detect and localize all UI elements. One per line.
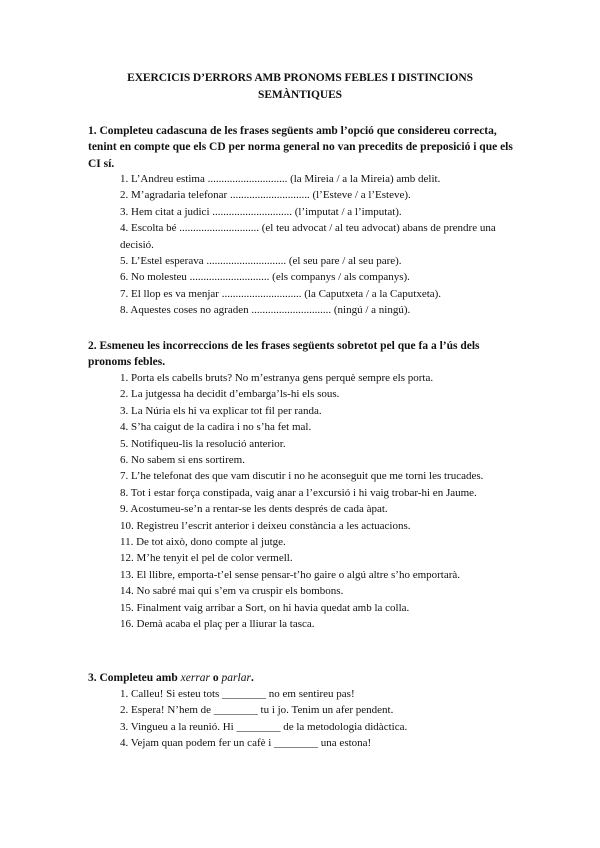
list-item: 7. El llop es va menjar ............................. (la Caputxeta / a la Caputxeta).	[120, 287, 442, 300]
list-item: 11. De tot això, dono compte al jutge.	[120, 536, 286, 549]
section-3-heading-mid: o	[210, 672, 222, 684]
document-title	[80, 70, 520, 104]
list-item: 3. Vingueu a la reunió. Hi ________ de la metodologia didàctica.	[120, 720, 408, 733]
section-3-heading	[88, 670, 520, 686]
list-item: 1. Porta els cabells bruts? No m’estranya gens perquè sempre els porta.	[120, 372, 434, 384]
list-item: 14. No sabré mai qui s’em va cruspir els bombons.	[120, 585, 344, 598]
list-item: 6. No molesteu ............................. (els companys / als companys).	[120, 271, 410, 284]
list-item: 10. Registreu l’escrit anterior i deixeu constància a les actuacions.	[120, 519, 411, 532]
list-item: 4. Vejam quan podem fer un cafè i ________ una estona!	[120, 737, 372, 750]
title-line-2: SEMÀNTIQUES	[258, 89, 342, 101]
word-parlar: parlar	[221, 672, 251, 684]
section-1-list	[120, 171, 520, 319]
list-item: 2. M’agradaria telefonar ............................. (l’Esteve / a l’Esteve).	[120, 189, 411, 202]
list-item: 8. Tot i estar força constipada, vaig anar a l’excursió i hi vaig trobar-hi en Jaume.	[120, 486, 477, 499]
list-item: 16. Demà acaba el plaç per a lliurar la tasca.	[120, 618, 315, 631]
list-item: 5. L’Estel esperava ............................. (el seu pare / al seu pare).	[120, 255, 402, 268]
section-2-list	[120, 370, 520, 633]
list-item: 2. Espera! N’hem de ________ tu i jo. Tenim un afer pendent.	[120, 704, 394, 717]
list-item: 7. L’he telefonat des que vam discutir i no he aconseguit que me torni les trucades.	[120, 470, 484, 483]
list-item: 2. La jutgessa ha decidit d’embarga’ls-hi els sous.	[120, 388, 340, 401]
list-item: 6. No sabem si ens sortirem.	[120, 454, 245, 467]
list-item: 4. Escolta bé ............................. (el teu advocat / al teu advocat) abans de prendre una decisió.	[120, 222, 496, 251]
list-item: 3. Hem citat a judici ............................. (l’imputat / a l’imputat).	[120, 205, 402, 218]
section-1-heading: 1. Completeu cadascuna de les frases següents amb l’opció que considereu correcta, tenint en compte que els CD per norma general no van precedits de preposició i que els CI sí.	[88, 125, 513, 170]
list-item: 15. Finalment vaig arribar a Sort, on hi havia quedat amb la colla.	[120, 601, 410, 614]
list-item: 1. Calleu! Si esteu tots ________ no em sentireu pas!	[120, 688, 355, 700]
section-3-heading-suffix: .	[250, 672, 254, 684]
list-item: 5. Notifiqueu-lis la resolució anterior.	[120, 437, 286, 450]
list-item: 8. Aquestes coses no agraden ............................. (ningú / a ningú).	[120, 304, 411, 317]
section-3-list	[120, 686, 520, 752]
list-item: 12. M’he tenyit el pel de color vermell.	[120, 552, 293, 565]
list-item: 13. El llibre, emporta-t’el sense pensar-t’ho gaire o algú altre s’ho emportarà.	[120, 568, 461, 581]
list-item: 1. L’Andreu estima ............................. (la Mireia / a la Mireia) amb delit.	[120, 173, 441, 185]
list-item: 9. Acostumeu-se’n a rentar-se les dents després de cada àpat.	[120, 503, 388, 516]
section-3-heading-prefix: 3. Completeu amb	[88, 672, 181, 684]
word-xerrar: xerrar	[180, 672, 211, 684]
list-item: 3. La Núria els hi va explicar tot fil per randa.	[120, 404, 322, 417]
title-line-1: EXERCICIS D’ERRORS AMB PRONOMS FEBLES I DISTINCIONS	[127, 72, 473, 84]
section-2-heading: 2. Esmeneu les incorreccions de les frases següents sobretot pel que fa a l’ús dels pronoms febles.	[88, 340, 480, 369]
list-item: 4. S’ha caigut de la cadira i no s’ha fet mal.	[120, 421, 312, 434]
